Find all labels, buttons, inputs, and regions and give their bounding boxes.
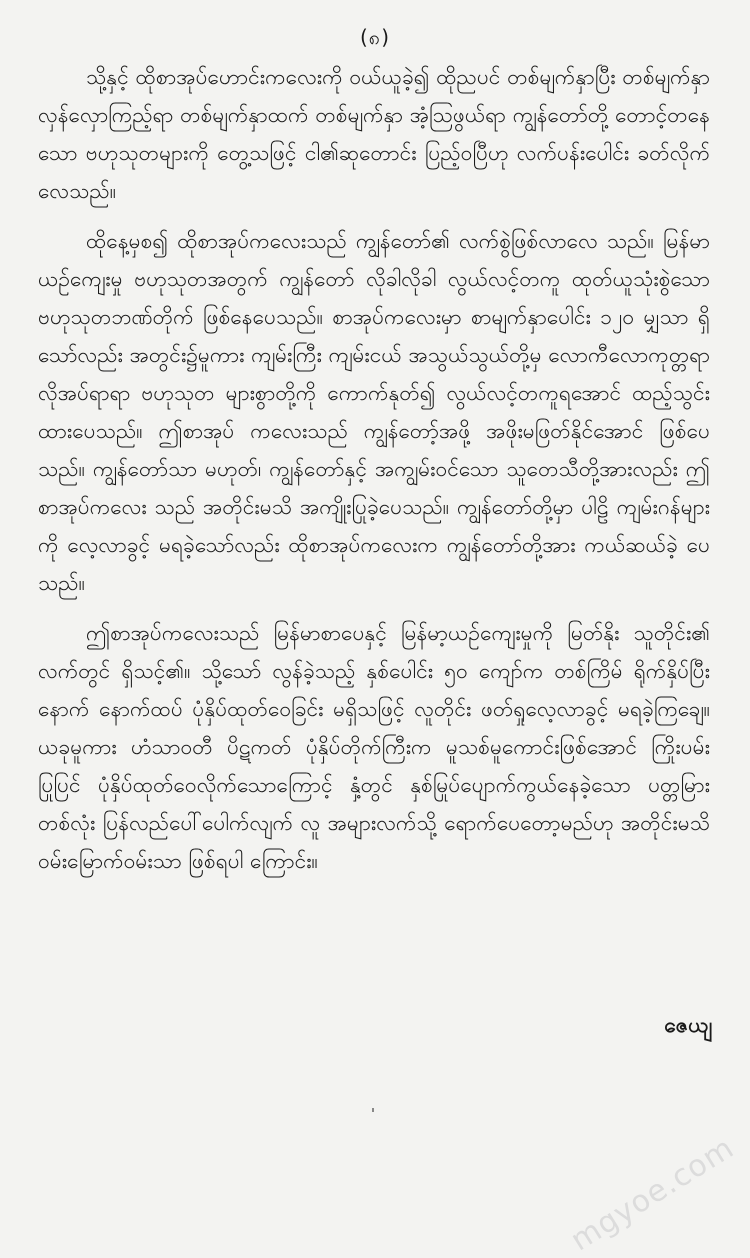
page-number: (၈)	[359, 25, 391, 49]
watermark: mgyoe.com	[564, 1130, 740, 1258]
author-signature: ဇေယျ	[664, 1013, 712, 1037]
scan-speck	[372, 1108, 374, 1112]
body-text	[38, 58, 710, 892]
paragraph-1: သို့နှင့် ထိုစာအုပ်ဟောင်းကလေးကို ဝယ်ယူခဲ့၍ ထိုညပင် တစ်မျက်နှာပြီး တစ်မျက်နှာ လှန်လှောကြည့်ရာ တစ်မျက်နှာထက် တစ်မျက်နှာ အံ့သြဖွယ်ရာ ကျွန်တော်တို့ တောင့်တနေသော ဗဟုသုတများကို တွေ့သဖြင့် ငါ၏ဆုတောင်း ပြည့်ဝပြီဟု လက်ပန်းပေါင်း ခတ်လိုက်လေသည်။	[38, 65, 710, 203]
paragraph-2: ထိုနေ့မှစ၍ ထိုစာအုပ်ကလေးသည် ကျွန်တော်၏ လက်စွဲဖြစ်လာလေ သည်။ မြန်မာယဉ်ကျေးမှု ဗဟုသုတအတွက် ကျွန်တော် လိုခါလိုခါ လွယ်လင့်တကူ ထုတ်ယူသုံးစွဲသော ဗဟုသုတဘဏ်တိုက် ဖြစ်နေပေသည်။ စာအုပ်ကလေးမှာ စာမျက်နှာပေါင်း ၁၂၀ မျှသာ ရှိသော်လည်း အတွင်း၌မူကား ကျမ်းကြီး ကျမ်းငယ် အသွယ်သွယ်တို့မှ လောကီလောကုတ္တရာ လိုအပ်ရာရာ ဗဟုသုတ များစွာတို့ကို ကောက်နုတ်၍ လွယ်လင့်တကူရအောင် ထည့်သွင်းထားပေသည်။ ဤစာအုပ် ကလေးသည် ကျွန်တော့်အဖို့ အဖိုးမဖြတ်နိုင်အောင် ဖြစ်ပေသည်။ ကျွန်တော်သာ မဟုတ်၊ ကျွန်တော်နှင့် အကျွမ်းဝင်သော သူတေသီတို့အားလည်း ဤစာအုပ်ကလေး သည် အတိုင်းမသိ အကျိုးပြုခဲ့ပေသည်။ ကျွန်တော်တို့မှာ ပါဠိ ကျမ်းဂန်များကို လေ့လာခွင့် မရခဲ့သော်လည်း ထိုစာအုပ်ကလေးက ကျွန်တော်တို့အား ကယ်ဆယ်ခဲ့ ပေသည်။	[38, 229, 710, 595]
paragraph-3: ဤစာအုပ်ကလေးသည် မြန်မာစာပေနှင့် မြန်မာ့ယဉ်ကျေးမှုကို မြတ်နိုး သူတိုင်း၏ လက်တွင် ရှိသင့်၏။ သို့သော် လွန်ခဲ့သည့် နှစ်ပေါင်း ၅၀ ကျော်က တစ်ကြိမ် ရိုက်နှိပ်ပြီးနောက် နောက်ထပ် ပုံနှိပ်ထုတ်ဝေခြင်း မရှိသဖြင့် လူတိုင်း ဖတ်ရှုလေ့လာခွင့် မရခဲ့ကြချေ။ ယခုမူကား ဟံသာဝတီ ပိဋကတ် ပုံနှိပ်တိုက်ကြီးက မူသစ်မူကောင်းဖြစ်အောင် ကြိုးပမ်းပြုပြင် ပုံနှိပ်ထုတ်ဝေလိုက်သောကြောင့် နှံ့တွင် နှစ်မြုပ်ပျောက်ကွယ်နေခဲ့သော ပတ္တမြားတစ်လုံး ပြန်လည်ပေါ်ပေါက်လျက် လူ အများလက်သို့ ရောက်ပေတော့မည်ဟု အတိုင်းမသိ ဝမ်းမြောက်ဝမ်းသာ ဖြစ်ရပါ ကြောင်း။	[38, 621, 710, 873]
